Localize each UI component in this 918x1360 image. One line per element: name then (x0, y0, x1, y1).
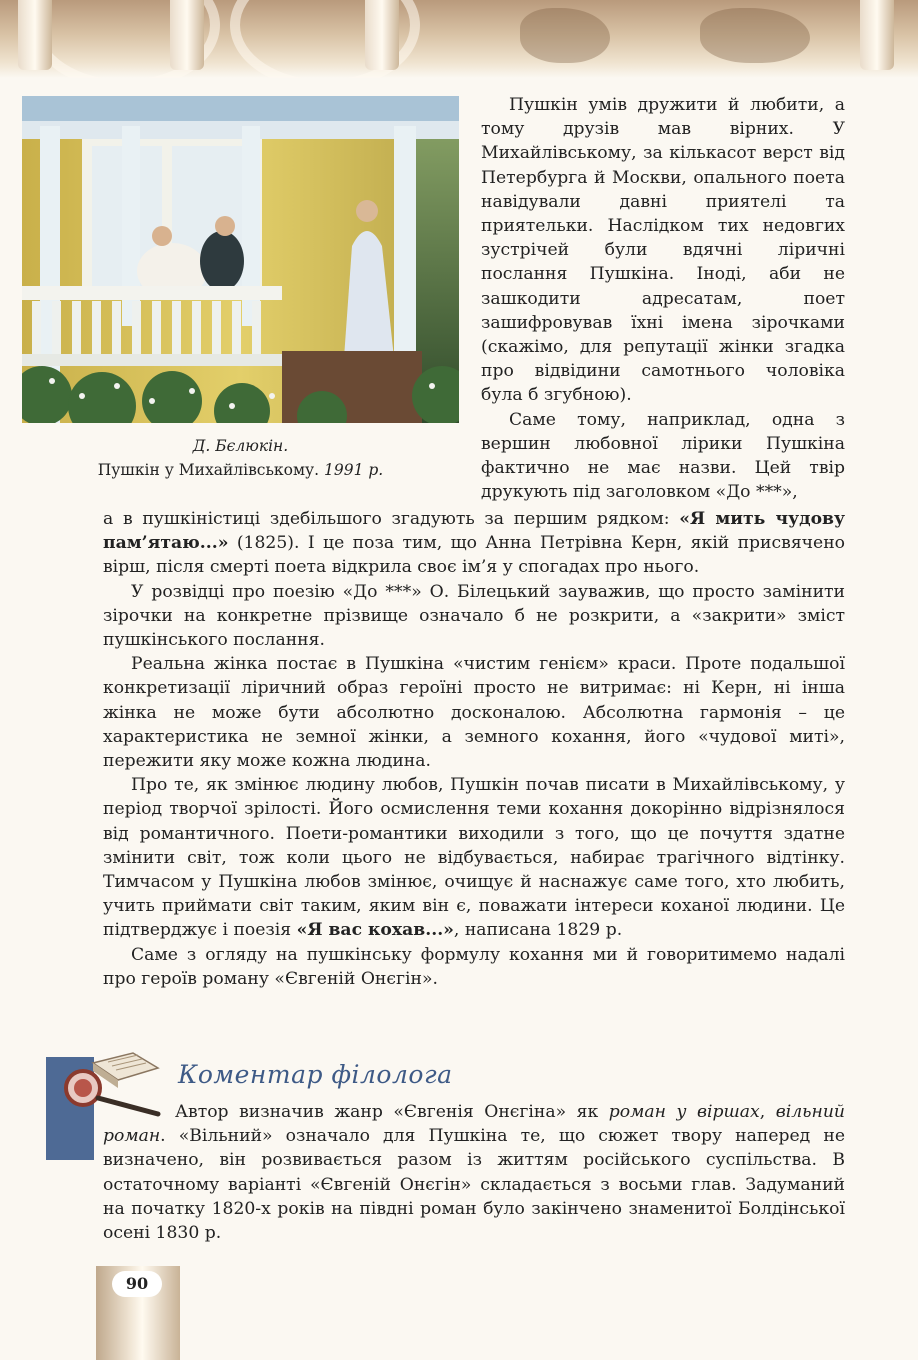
text-run: Автор визначив жанр «Євгенія Онєгіна» як (175, 1102, 609, 1122)
banner-angel-sculpture (520, 8, 610, 63)
text-run: . «Вільний» означало для Пушкіна те, що сюжет твору наперед не визначено, він розвивається разом із життям російського суспільства. В остаточному варіанті «Євгеній Онєгін» складається з восьми глав. Задуманий на початку 1820-х років на півдні роман було закінчено знаменитої Болдінської осені 1830 р. (103, 1126, 845, 1244)
paragraph (103, 1100, 845, 1245)
text-run: , написана 1829 р. (453, 920, 623, 941)
header-banner (0, 0, 918, 78)
banner-angel-sculpture (700, 8, 810, 63)
banner-column (18, 0, 52, 70)
painting-pushkin-mikhailovskoe (22, 96, 459, 423)
text-run: , (759, 1102, 776, 1122)
paragraph: Саме з огляду на пушкінську формулу кохання ми й говоритимемо надалі про героїв роману «Євгеній Онєгін». (103, 944, 845, 989)
painting-caption (22, 434, 459, 482)
commentary-title: Коментар філолога (178, 1060, 453, 1089)
paragraph (103, 507, 845, 580)
main-text (103, 507, 845, 991)
caption-year: 1991 р. (324, 461, 384, 479)
banner-column (170, 0, 204, 70)
quote-title: «Я мить чудову пам’ятаю...» (103, 509, 845, 554)
paragraph (103, 773, 845, 942)
painting-illustration (22, 96, 459, 423)
caption-title: Пушкін у Михайлівському. (97, 461, 320, 479)
paragraph: Реальна жінка постає в Пушкіна «чистим генієм» краси. Проте подальшої конкретизації ліричний образ героїні просто не витримає: ні Керн, ні інша жінка не може бути абсолютно досконалою. Абсолютна гармонія – це характеристика не земної жінки, а земного кохання, його «чудової миті», пережити яку може кожна людина. (103, 654, 845, 772)
text-run: а в пушкіністиці здебільшого згадують за першим рядком: (103, 509, 680, 529)
caption-author: Д. Бєлюкін. (192, 437, 289, 455)
paragraph: У розвідці про поезію «До ***» О. Білецький зауважив, що просто замінити зірочки на конкретне прізвище означало б не розкрити, а «закрити» зміст пушкінського послання. (103, 581, 845, 651)
text-run: Про те, як змінює людину любов, Пушкін почав писати в Михайлівському, у період творчої зрілості. Його осмислення теми кохання докорінно відрізнялося від романтичного. Поети-романтики виходили з того, що це почуття здатне змінити світ, тож коли цього не відбувається, набирає трагічного відтінку. Тимчасом у Пушкіна любов змінює, очищує й наснажує саме того, хто любить, учить приймати світ таким, яким він є, поважати інтереси коханої людини. Це підтверджує і поезія (103, 775, 845, 941)
paragraph: Пушкін умів дружити й любити, а тому друзів мав вірних. У Михайлівському, за кількасот верст від Петербурга й Москви, опального поета навідували давні приятелі та приятельки. Наслідком тих недовгих зустрічей були вдячні ліричні послання Пушкіна. Іноді, аби не зашкодити адресатам, поет зашифровував їхні імена зірочками (скажімо, для репутації жінки згадка про відвідини самотнього чоловіка була б згубною). (481, 95, 845, 406)
term: вільний роман (103, 1102, 845, 1147)
banner-column (860, 0, 894, 70)
commentary-text (103, 1100, 845, 1245)
quote-title: «Я вас кохав...» (296, 920, 454, 941)
paragraph: Саме тому, наприклад, одна з вершин любовної лірики Пушкіна фактично не має назви. Цей твір друкують під заголовком «До ***», (481, 409, 845, 503)
text-run: (1825). І це поза тим, що Анна Петрівна Керн, якій присвячено вірш, після смерті поета відкрила своє ім’я у спогадах про нього. (103, 533, 845, 578)
right-column-text (481, 93, 845, 504)
term: роман у віршах (608, 1102, 760, 1122)
page-number: 90 (112, 1271, 162, 1297)
banner-column (365, 0, 399, 70)
